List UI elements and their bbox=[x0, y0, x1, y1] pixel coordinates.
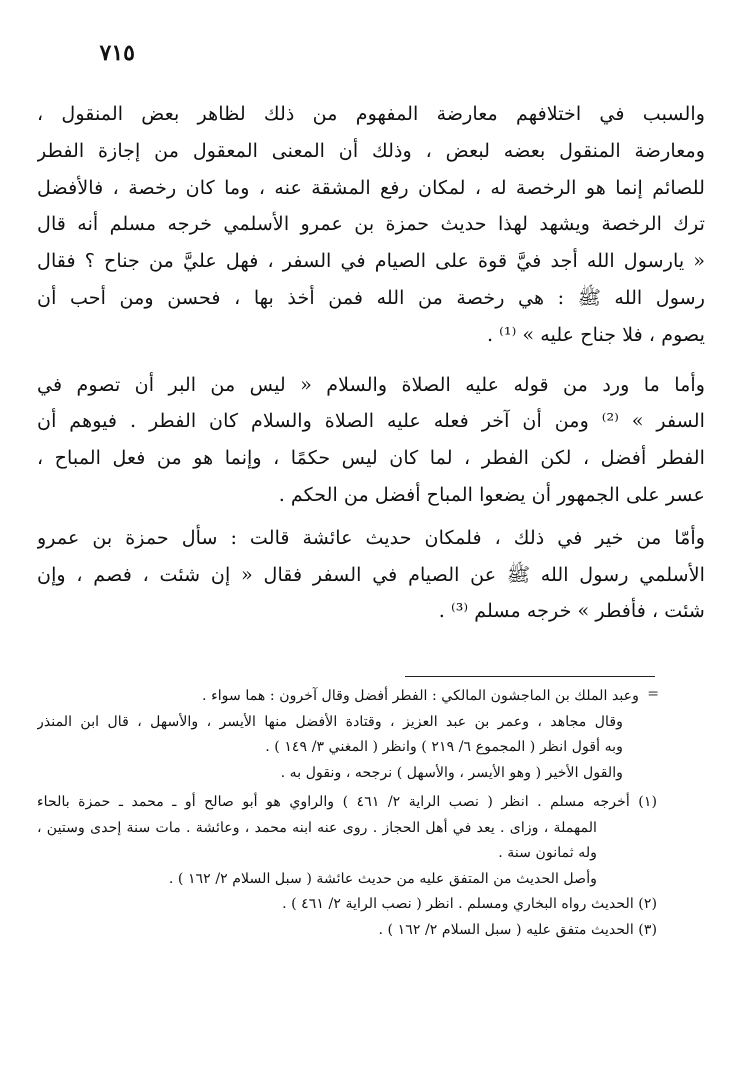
text-line: ومعارضة المنقول بعضه لبعض ، وذلك أن المعنى المعقول من إجازة الفطر bbox=[37, 138, 705, 162]
text-line: السفر » ⁽²⁾ ومن أن آخر فعله عليه الصلاة والسلام كان الفطر . فيوهم أن bbox=[37, 409, 705, 433]
footnote-line: وبه أقول انظر ( المجموع ٦/ ٢١٩ ) وانظر ( المغني ٣/ ١٤٩ ) . bbox=[265, 739, 623, 755]
footnote-line: (١) أخرجه مسلم . انظر ( نصب الراية ٢/ ٤٦١ ) والراوي هو أبو صالح أو ـ محمد ـ حمزة بالحاء bbox=[37, 794, 657, 810]
footnote-line: (٢) الحديث رواه البخاري ومسلم . انظر ( نصب الراية ٢/ ٤٦١ ) . bbox=[282, 896, 657, 912]
continuation-marker: = bbox=[647, 686, 659, 702]
text-line: وأمّا من خير في ذلك ، فلمكان حديث عائشة قالت : سأل حمزة بن عمرو bbox=[37, 525, 705, 549]
footnote-line: وعبد الملك بن الماجشون المالكي : الفطر أفضل وقال آخرون : هما سواء . bbox=[202, 688, 639, 704]
footnote-line: والقول الأخير ( وهو الأيسر ، والأسهل ) نرجحه ، ونقول به . bbox=[280, 764, 623, 781]
main-text bbox=[37, 96, 705, 630]
footnote-line: وقال مجاهد ، وعمر بن عبد العزيز ، وقتادة الأفضل منها الأيسر ، والأسهل ، قال ابن المنذر bbox=[37, 713, 623, 730]
text-line: ترك الرخصة ويشهد لهذا حديث حمزة بن عمرو الأسلمي خرجه مسلم أنه قال bbox=[37, 212, 705, 236]
text-line: يصوم ، فلا جناح عليه » ⁽¹⁾ . bbox=[486, 322, 705, 346]
text-line: الفطر أفضل ، لكن الفطر ، لما كان ليس حكمًا ، وإنما هو من فعل المباح ، bbox=[37, 446, 705, 470]
page-number: ٧١٥ bbox=[99, 40, 135, 66]
text-line: للصائم إنما هو الرخصة له ، لمكان رفع المشقة عنه ، وما كان رخصة ، فالأفضل bbox=[37, 175, 705, 199]
paragraph-3 bbox=[37, 520, 705, 630]
paragraph-1 bbox=[37, 96, 705, 354]
footnote-line: وأصل الحديث من المتفق عليه من حديث عائشة ( سبل السلام ٢/ ١٦٢ ) . bbox=[168, 870, 597, 887]
paragraph-2 bbox=[37, 367, 705, 514]
footnote-line: المهملة ، وزاى . يعد في أهل الحجاز . روى عنه ابنه محمد ، وعائشة . مات سنة إحدى وستين ، bbox=[37, 819, 597, 836]
text-line: شئت ، فأفطر » خرجه مسلم ⁽³⁾ . bbox=[438, 599, 705, 623]
footnote-line: (٣) الحديث متفق عليه ( سبل السلام ٢/ ١٦٢ ) . bbox=[378, 921, 657, 938]
text-line: عسر على الجمهور أن يضعوا المباح أفضل من الحكم . bbox=[278, 482, 705, 506]
footnote-divider bbox=[405, 676, 655, 677]
footnotes bbox=[37, 684, 657, 943]
text-line: والسبب في اختلافهم معارضة المفهوم من ذلك لظاهر بعض المنقول ، bbox=[37, 102, 705, 125]
text-line: « يارسول الله أجد فيَّ قوة على الصيام في السفر ، فهل عليَّ من جناح ؟ فقال bbox=[37, 249, 705, 273]
text-line: الأسلمي رسول الله ﷺ عن الصيام في السفر فقال « إن شئت ، فصم ، وإن bbox=[37, 562, 705, 586]
text-line: وأما ما ورد من قوله عليه الصلاة والسلام « ليس من البر أن تصوم في bbox=[37, 372, 705, 396]
text-line: رسول الله ﷺ : هي رخصة من الله فمن أخذ بها ، فحسن ومن أحب أن bbox=[37, 285, 705, 309]
footnote-line: وله ثمانون سنة . bbox=[498, 845, 597, 861]
